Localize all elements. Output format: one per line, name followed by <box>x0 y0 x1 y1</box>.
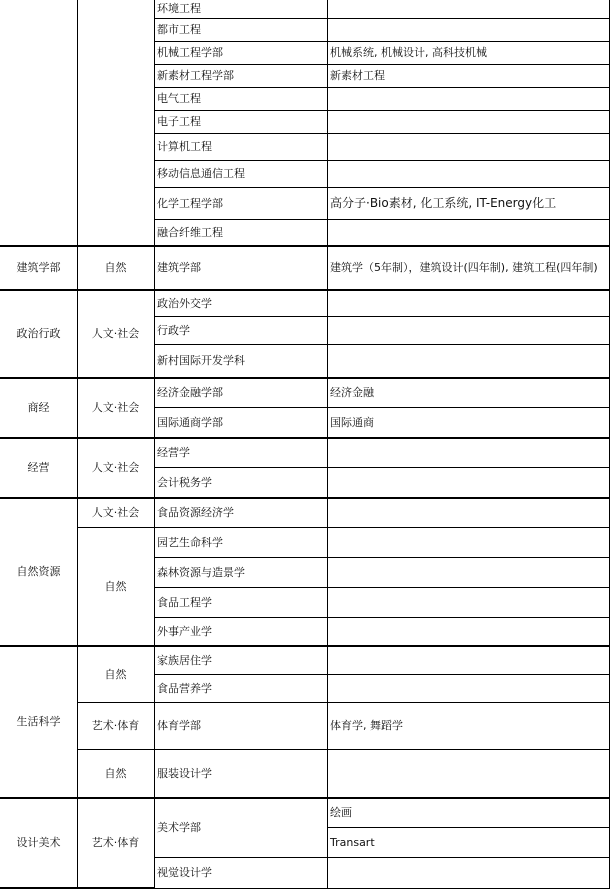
major-cell: 融合纤维工程 <box>157 225 223 239</box>
field-cell: 艺术·体育 <box>91 836 140 850</box>
detail-cell: Transart <box>330 835 375 849</box>
major-cell: 建筑学部 <box>157 261 201 275</box>
major-cell: 经济金融学部 <box>157 386 223 400</box>
detail-cell: 新素材工程 <box>330 69 385 83</box>
major-cell: 新素材工程学部 <box>157 69 234 83</box>
field-cell: 艺术·体育 <box>91 719 140 733</box>
major-cell: 政治外交学 <box>157 296 212 310</box>
field-cell: 自然 <box>104 261 127 275</box>
major-cell: 电气工程 <box>157 92 201 106</box>
detail-cell: 绘画 <box>330 806 352 820</box>
major-cell: 经营学 <box>157 446 190 460</box>
major-cell: 化学工程学部 <box>157 196 223 210</box>
detail-cell: 机械系统, 机械设计, 高科技机械 <box>330 46 487 60</box>
major-cell: 园艺生命科学 <box>157 535 223 549</box>
major-cell: 外事产业学 <box>157 624 212 638</box>
major-cell: 食品营养学 <box>157 681 212 695</box>
college-cell: 自然资源 <box>16 565 61 579</box>
field-cell: 人文·社会 <box>91 461 140 475</box>
detail-cell: 国际通商 <box>330 415 374 429</box>
major-cell: 食品工程学 <box>157 595 212 609</box>
major-cell: 行政学 <box>157 323 190 337</box>
major-cell: 都市工程 <box>157 23 201 37</box>
detail-cell: 高分子·Bio素材, 化工系统, IT-Energy化工 <box>330 196 557 210</box>
college-cell: 建筑学部 <box>16 261 61 275</box>
major-cell: 环境工程 <box>157 2 201 16</box>
field-cell: 人文·社会 <box>91 506 140 520</box>
major-cell: 家族居住学 <box>157 653 212 667</box>
major-cell: 美术学部 <box>157 821 201 835</box>
college-cell: 生活科学 <box>16 715 61 729</box>
major-cell: 服装设计学 <box>157 766 212 780</box>
field-cell: 人文·社会 <box>91 327 140 341</box>
major-cell: 食品资源经济学 <box>157 506 234 520</box>
major-cell: 计算机工程 <box>157 140 212 154</box>
major-cell: 森林资源与造景学 <box>157 565 245 579</box>
field-cell: 自然 <box>104 667 127 681</box>
field-cell: 自然 <box>104 579 127 593</box>
detail-cell: 体育学, 舞蹈学 <box>330 719 403 733</box>
detail-cell: 建筑学（5年制），建筑设计(四年制), 建筑工程(四年制) <box>330 261 598 275</box>
major-cell: 新村国际开发学科 <box>157 354 245 368</box>
college-cell: 设计美术 <box>16 836 61 850</box>
major-cell: 国际通商学部 <box>157 415 223 429</box>
major-cell: 视觉设计学 <box>157 866 212 880</box>
major-cell: 机械工程学部 <box>157 46 223 60</box>
field-cell: 自然 <box>104 766 127 780</box>
major-cell: 移动信息通信工程 <box>157 167 245 181</box>
major-cell: 会计税务学 <box>157 475 212 489</box>
college-cell: 商经 <box>27 401 50 415</box>
major-cell: 电子工程 <box>157 115 201 129</box>
college-cell: 政治行政 <box>16 327 61 341</box>
detail-cell: 经济金融 <box>330 386 374 400</box>
college-cell: 经营 <box>27 461 50 475</box>
major-cell: 体育学部 <box>157 719 201 733</box>
field-cell: 人文·社会 <box>91 401 140 415</box>
